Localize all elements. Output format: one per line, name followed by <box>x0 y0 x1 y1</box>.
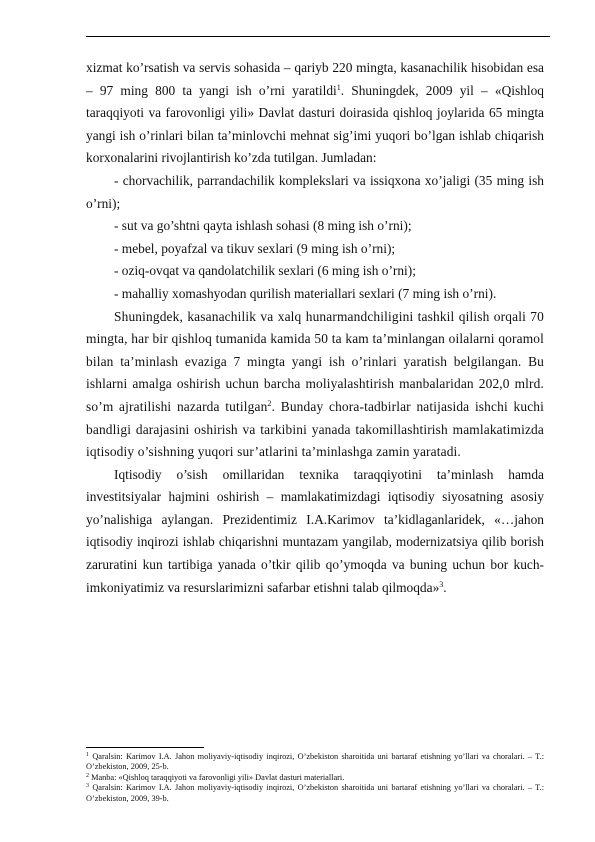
footnote-ref-3[interactable]: 3 <box>439 579 444 589</box>
footnote-3-number: 3 <box>86 783 89 790</box>
paragraph-3: Iqtisodiy o’sish omillaridan texnika taraqqiyotini ta’minlash hamda investitsiyalar hajmini oshirish – mamlakatimizdagi iqtisodiy siyosatning asosiy yo’nalishiga aylangan. Prezidentimiz I.A.Karimov ta’kidlaganlaridek, «…jahon iqtisodiy inqirozi ishlab chiqarishni muntazam yangilab, modernizatsiya qilib borish zaruratini kun tartibiga yanada o’tkir qilib qo’ymoqda va buning uchun bor kuch-imkoniyatimiz va resurslarimizni safarbar etishni talab qilmoqda»$^3$. <box>86 466 544 595</box>
body-text <box>86 57 544 599</box>
footnote-2 <box>86 773 544 783</box>
footnote-ref-2[interactable]: 2 <box>267 398 272 408</box>
page-top-rule <box>86 36 550 37</box>
footnote-1-number: 1 <box>86 752 89 758</box>
list-item-food: - oziq-ovqat va qandolatchilik sexlari (6 ming ish o’rni); <box>114 263 416 279</box>
footnote-3 <box>86 783 544 804</box>
footnote-2-number: 2 <box>86 772 89 779</box>
footnotes <box>86 752 544 804</box>
list-item-furniture: - mebel, poyafzal va tikuv sexlari (9 ming ish o’rni); <box>114 240 396 256</box>
footnote-1 <box>86 752 544 773</box>
paragraph-2: Shuningdek, kasanachilik va xalq hunarmandchiligini tashkil qilish orqali 70 mingta, har bir qishloq tumanida kamida 50 ta kam ta’minlangan oilalarni qoramol bilan ta’minlash evaziga 7 mingta yangi ish o’rinlari yaratish belgilangan. Bu ishlarni amalga oshirish uchun barcha moliyalashtirish manbalaridan 202,0 mlrd. so’m ajratilishi nazarda tutilgan$^2$. Bunday chora-tadbirlar natijasida ishchi kuchi bandligi darajasini oshirish va tarkibini yanada takomillashtirish mamlakatimizda iqtisodiy o’sishning yuqori sur’atlarini ta’minlashga zamin yaratadi. <box>86 308 545 460</box>
footnote-2-text: Manba: «Qishloq taraqqiyoti va farovonligi yili» Davlat dasturi materiallari. <box>91 772 345 782</box>
list-item-dairy-meat: - sut va go’shtni qayta ishlash sohasi (8 ming ish o’rni); <box>114 218 412 234</box>
paragraph-1: xizmat ko’rsatish va servis sohasida – qariyb 220 mingta, kasanachilik hisobidan esa – 97 ming 800 ta yangi ish o’rni yaratildi$^1$. Shuningdek, 2009 yil – «Qishloq taraqqiyoti va farovonligi yili» Davlat dasturi doirasida qishloq joylarida 65 mingta yangi ish o’rinlari bilan ta’minlovchi mehnat sig’imi yuqori bo’lgan ishlab chiqarish korxonalarini rivojlantirish ko’zda tutilgan. Jumladan: <box>86 60 544 166</box>
list-item-livestock: - chorvachilik, parrandachilik komplekslari va issiqxona xo’jaligi (35 ming ish o’rni); <box>86 172 544 211</box>
footnote-ref-1[interactable]: 1 <box>336 82 341 92</box>
footnote-1-text: Qaralsin: Karimov I.A. Jahon moliyaviy-iqtisodiy inqirozi, O’zbekiston sharoitida uni bartaraf etishning yo’llari va choralari. – T.: O’zbekiston, 2009, 25-b. <box>86 752 544 772</box>
list-item-construction: - mahalliy xomashyodan qurilish materiallari sexlari (7 ming ish o’rni). <box>114 285 497 301</box>
footnote-separator <box>86 747 204 748</box>
footnote-3-text: Qaralsin: Karimov I.A. Jahon moliyaviy-iqtisodiy inqirozi, O’zbekiston sharoitida uni bartaraf etishning yo’llari va choralari. – T.: O’zbekiston, 2009, 39-b. <box>86 783 544 803</box>
